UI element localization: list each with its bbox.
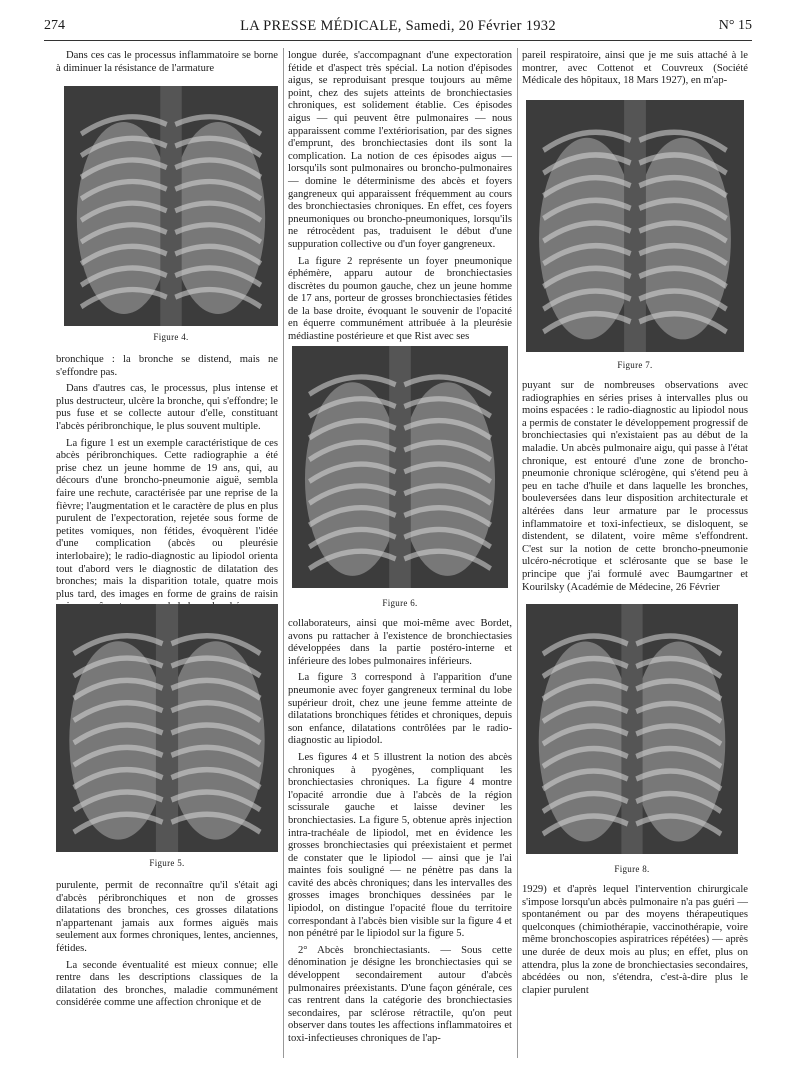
page-header: [44, 18, 752, 41]
page-number: 274: [44, 18, 65, 33]
column-1-top: [56, 50, 278, 79]
paragraph: Dans d'autres cas, le processus, plus intense et plus destructeur, ulcère la bronche, qui s'effondre; le pus fuse et se collecte autour d'elle, constituant l'abcès péribronchique, le plus souvent multiple.: [56, 383, 278, 432]
column-2-bottom: [288, 618, 512, 1050]
paragraph: La seconde éventualité est mieux connue; elle rentre dans les descriptions classiques de la dilatation des bronches, maladie communément considérée comme une affection chronique et de: [56, 959, 278, 1009]
paragraph: purulente, permit de reconnaître qu'il s'était agi d'abcès péribronchiques et non de grosses dilatations des bronches, ces grosses dilatations n'appartenant jamais aux formes aiguës mais seulement aux formes chroniques, lentes, anciennes, fétides.: [56, 880, 278, 954]
issue-date: Samedi, 20 Février 1932: [405, 18, 556, 34]
paragraph: La figure 3 correspond à l'apparition d'une pneumonie avec foyer gangreneux terminal du lobe supérieur droit, chez une jeune femme atteinte de dilatations bronchiques fétides et chroniques, depuis son enfance, dilatations contrôlées par le radio-diagnostic au lipiodol.: [288, 672, 512, 747]
figure-4-radiograph: [64, 86, 278, 326]
figure-5-caption: Figure 5.: [149, 858, 185, 868]
paragraph: pareil respiratoire, ainsi que je me suis attaché à le montrer, avec Cottenot et Couvreux (Société Médicale des hôpitaux, 18 Mars 1927), en m'ap-: [522, 50, 748, 87]
column-3-middle: [522, 380, 748, 598]
paragraph: La figure 1 est un exemple caractéristique de ces abcès péribronchiques. Cette radiographie a été prise chez un jeune homme de 19 ans, qui, au décours d'une broncho-pneumonie aiguë, sembla faire une rechute, caractérisée par une reprise de la fièvre; l'augmentation et le caractère de plus en plus purulent de l'expectoration, rejetée sous forme de petites vomiques, non fétides, évoquèrent l'idée d'une complication (abcès ou pleurésie interlobaire); le radio-diagnostic au lipiodol orienta tout d'abord vers le diagnostic de dilatation des bronches; mais la disparition totale, quatre mois plus tard, des images en forme de grains de raisin: [56, 437, 278, 600]
column-rule: [283, 48, 284, 1058]
paragraph: longue durée, s'accompagnant d'une expectoration fétide et d'aspect très spécial. La notion d'épisodes aigus, se reproduisant presque toujours au même point, chez des sujets atteints de bronchiectasies chroniques, est solidement établie. Ces épisodes aigus — qui peuvent être pulmonaires — nous apparaissent comme l'extériorisation, par des signes d'emprunt, des bronchiectasies dont ils sont la complication. La notion de ces épisodes aigus — lorsqu'ils sont pulmonaires ou broncho-pulmonaires — domine le déterminisme des abcès et foyers gangreneux qui apparaissent fréquemment au cours des bronchiectasies chroniques. En effet, ces foyers pneumoniques ou broncho-pneumoniques, lorsqu'ils ne rétrocèdent pas, traduisent le début d'une suppuration collective ou d'un foyer gangreneux.: [288, 50, 512, 250]
figure-6-radiograph: [292, 346, 508, 588]
column-2-top: [288, 50, 512, 348]
paragraph: 2° Abcès bronchiectasiants. — Sous cette dénomination je désigne les bronchiectasies qui se développent secondairement autour d'abcès pulmonaires préexistants. D'une façon générale, ces cas rentrent dans la catégorie des bronchiectasies secondaires, par sclérose rétractile, qu'on peut observer dans toutes les affections inflammatoires et toxi-infectieuses chroniques de l'ap-: [288, 944, 512, 1044]
column-rule: [517, 48, 518, 1058]
paragraph: puyant sur de nombreuses observations avec radiographies en séries prises à intervalles plus ou moins espacées : le radio-diagnostic au lipiodol nous a permis de constater le développement progressif de bronchiectasies qui n'existaient pas au début de la maladie. Un abcès pulmonaire aigu, qui passe à l'état chronique, est entouré d'une zone de broncho-pneumonie chronique sclérogène, qui s'étend peu à peu en tache d'huile et dans laquelle les bronches, bouleversées dans leur disposition architecturale et altérées dans leur armature par le processus inflammatoire et toxi-infectieux, se disloquent, se distendent, se dilatent, voire même s'effondrent. C'est sur la notion de cette broncho-pneumonie ulcéro-nécrotique et sclérosante que se base le principe que j'ai formulé avec Baumgartner et Kourilsky (Académie de Médecine, 26 Février: [522, 380, 748, 593]
paragraph: Les figures 4 et 5 illustrent la notion des abcès chroniques à pyogènes, compliquant les bronchiectasies chroniques. La figure 4 montre l'opacité arrondie due à l'abcès de la région scissurale gauche et laisse deviner les bronchiectasies. La figure 5, obtenue après injection intra-trachéale de lipiodol, met en évidence les grosses bronchiectasies qui préexistaient et permet de constater que le lipiodol — ainsi que je l'ai maintes fois souligné — ne pénètre pas dans la cavité des abcès chroniques; dans les intervalles des grosses images bronchiques dessinées par le lipiodol, on distingue l'opacité floue du territoire correspondant à l'abcès bien visible sur la figure 4 et non pénétré par le lipiodol sur la figure 5.: [288, 751, 512, 940]
paragraph: 1929) et d'après lequel l'intervention chirurgicale s'impose lorsqu'un abcès pulmonaire n'a pas guéri — spontanément ou par des moyens thérapeutiques quelconques (chimiothérapie, vaccinothérapie, voire même bronchoscopies aspiratrices répétées) — après une durée de deux mois au plus; en effet, plus on attendra, plus la zone de bronchiectasies secondaires, abcédées ou non, s'étendra, c'est-à-dire plus le clapier purulent: [522, 884, 748, 996]
figure-4-caption: Figure 4.: [153, 332, 189, 342]
figure-7-radiograph: [526, 100, 744, 352]
paragraph: Dans ces cas le processus inflammatoire se borne à diminuer la résistance de l'armature: [56, 50, 278, 74]
running-title: [44, 18, 752, 35]
figure-8-radiograph: [526, 604, 738, 854]
journal-name: LA PRESSE MÉDICALE,: [240, 18, 402, 34]
figure-5-radiograph: [56, 604, 278, 852]
paragraph: La figure 2 représente un foyer pneumonique éphémère, apparu autour de bronchiectasies discrètes du poumon gauche, chez un jeune homme de 17 ans, porteur de grosses bronchiectasies fétides de la base droite, évoquant le souvenir de l'opacité en équerre communément attribuée à la pleurésie médiastine postérieure et que Rist avec ses: [288, 255, 512, 343]
figure-6-caption: Figure 6.: [382, 598, 418, 608]
paragraph: collaborateurs, ainsi que moi-même avec Bordet, avons pu rattacher à l'existence de bronchiectasies développées dans la partie postéro-interne et inférieure des lobes pulmonaires inférieurs.: [288, 618, 512, 667]
figure-7-caption: Figure 7.: [617, 360, 653, 370]
column-3-bottom: [522, 884, 748, 1001]
column-1-middle: [56, 354, 278, 618]
column-3-top: [522, 50, 748, 92]
figure-8-caption: Figure 8.: [614, 864, 650, 874]
column-1-bottom: [56, 880, 278, 1014]
issue-number: N° 15: [718, 18, 752, 33]
paragraph: bronchique : la bronche se distend, mais ne s'effondre pas.: [56, 354, 278, 378]
